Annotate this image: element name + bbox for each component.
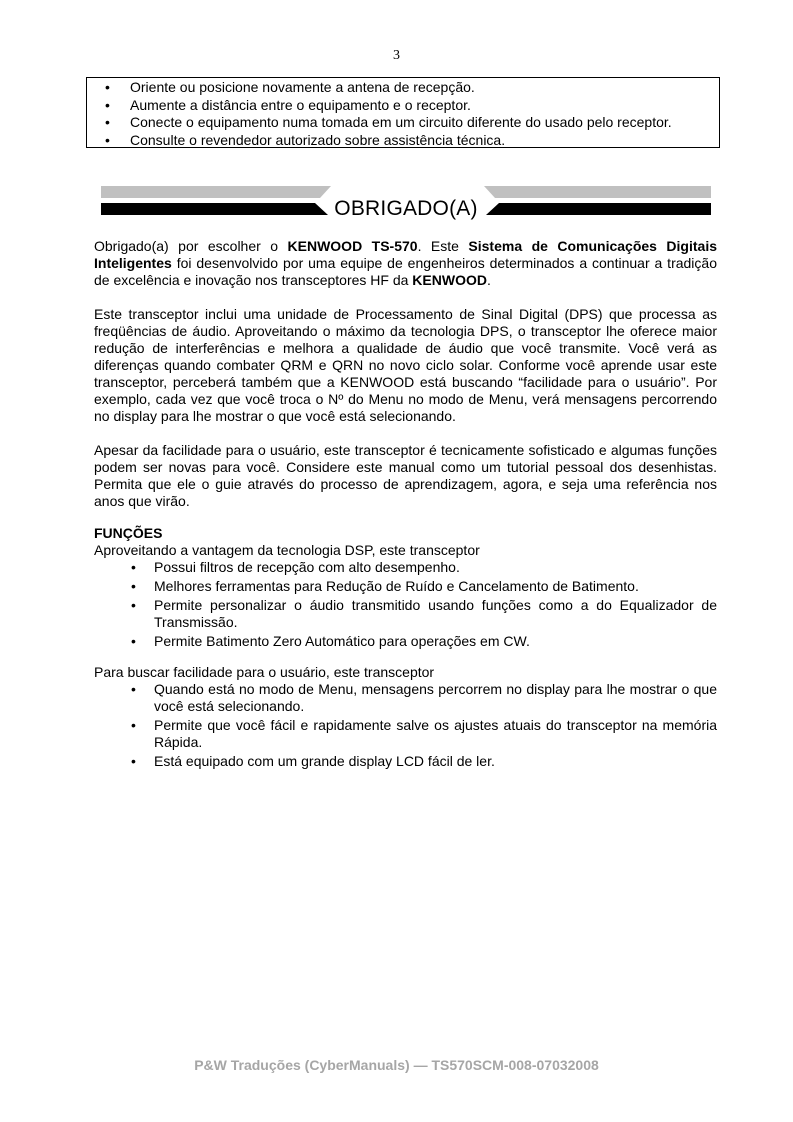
text-run: Obrigado(a) por escolher o <box>94 238 288 254</box>
tips-list <box>87 78 719 149</box>
list-item: • Aumente a distância entre o equipamento e o receptor. <box>87 97 719 115</box>
system-name: Sistema de Comunicações Digitais Inteligentes <box>94 238 717 271</box>
brand-name: KENWOOD <box>412 272 487 288</box>
usability-list <box>94 681 717 772</box>
list-item: • Quando está no modo de Menu, mensagens percorrem no display para lhe mostrar o que você está selecionando. <box>94 681 717 715</box>
page-number: 3 <box>393 48 400 63</box>
list-item: • Consulte o revendedor autorizado sobre assistência técnica. <box>87 132 719 150</box>
list-item: • Permite que você fácil e rapidamente salve os ajustes atuais do transceptor na memória Rápida. <box>94 717 717 751</box>
text-run: foi desenvolvido por uma equipe de engenheiros determinados a continuar a tradição de excelência e inovação nos transceptores HF da <box>94 255 717 288</box>
functions-list <box>94 559 717 652</box>
list-item: • Melhores ferramentas para Redução de Ruído e Cancelamento de Batimento. <box>94 578 717 595</box>
text-run: . <box>486 272 491 288</box>
troubleshooting-tips-box <box>86 77 720 148</box>
sophistication-paragraph: Apesar da facilidade para o usuário, este transceptor é tecnicamente sofisticado e algumas funções podem ser novas para você. Considere este manual como um tutorial pessoal dos desenhistas. Permita que ele o guie através do processo de aprendizagem, agora, e seja uma referência nos anos que virão. <box>94 442 717 509</box>
section-title: OBRIGADO(A) <box>334 197 478 220</box>
list-item: • Está equipado com um grande display LCD fácil de ler. <box>94 753 717 770</box>
dsp-paragraph: Este transceptor inclui uma unidade de Processamento de Sinal Digital (DPS) que processa as freqüências de áudio. Aproveitando o máximo da tecnologia DPS, o transceptor lhe oferece maior redução de interferências e melhora a qualidade de áudio que você transmite. Você verá as diferenças quando combater QRM e QRN no novo ciclo solar. Conforme você aprende usar este transceptor, perceberá também que a KENWOOD está buscando “facilidade para o usuário”. Por exemplo, cada vez que você troca o Nº do Menu no modo de Menu, verá mensagens percorrendo no display para lhe mostrar o que você está selecionando. <box>94 306 717 424</box>
list-item: • Oriente ou posicione novamente a antena de recepção. <box>87 79 719 97</box>
intro-paragraph <box>94 238 717 289</box>
functions-intro: Aproveitando a vantagem da tecnologia DSP, este transceptor <box>94 542 480 558</box>
list-item: • Conecte o equipamento numa tomada em um circuito diferente do usado pelo receptor. <box>87 114 719 132</box>
page-footer: P&W Traduções (CyberManuals) — TS570SCM-008-07032008 <box>194 1057 599 1073</box>
usability-intro: Para buscar facilidade para o usuário, este transceptor <box>94 664 435 680</box>
list-item: • Permite Batimento Zero Automático para operações em CW. <box>94 633 717 650</box>
list-item: • Permite personalizar o áudio transmitido usando funções como a do Equalizador de Transmissão. <box>94 597 717 631</box>
text-run: . Este <box>417 238 469 254</box>
list-item: • Possui filtros de recepção com alto desempenho. <box>94 559 717 576</box>
model-name: KENWOOD TS-570 <box>287 238 418 254</box>
section-banner <box>101 183 711 221</box>
functions-heading: FUNÇÕES <box>94 525 163 541</box>
